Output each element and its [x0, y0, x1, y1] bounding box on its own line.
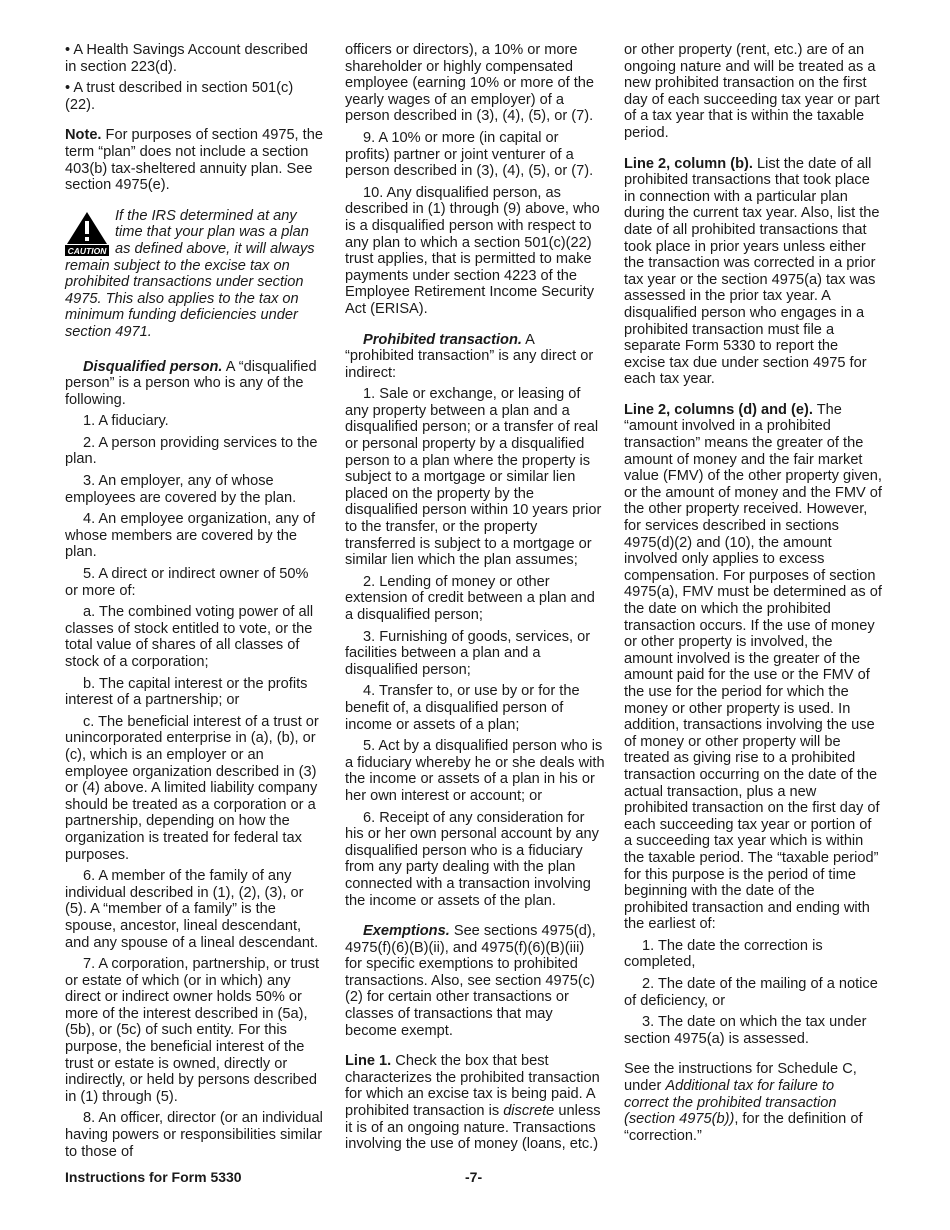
line-1-discrete: discrete — [503, 1103, 555, 1120]
prohibited-transaction-label: Prohibited transaction. — [363, 331, 522, 348]
footer-page-number: -7- — [465, 1169, 483, 1185]
dp-item-6: 6. A member of the family of any individual described in (1), (2), (3), or (5). A “member of a family” is the spouse, ancestor, lineal descendant, and any spouse of a lineal descendant. — [65, 868, 319, 951]
dp-item-7: 7. A corporation, partnership, or trust or estate of which (or in which) any direct or indirect owner holds 50% or more of the interest described in (5a), (5b), or (5c) of such entity. For this purpose, the beneficial interest of the trust or estate is owned, directly or indirectly, or held by persons described in (1) through (5). — [65, 956, 320, 1105]
note-paragraph — [65, 127, 323, 193]
line-2de-paragraph — [624, 402, 882, 933]
caution-text: If the IRS determined at any time that your plan was a plan as defined above, it will always remain subject to the excise tax on prohibited transactions under section 4975. This also applies to the tax on minimum funding deficiencies under section 4971. — [65, 207, 315, 340]
footer-form-title: Instructions for Form 5330 — [65, 1169, 242, 1185]
dp-item-5a: a. The combined voting power of all classes of stock entitled to vote, or the total value of shares of all classes of stock of a corporation; — [65, 604, 314, 670]
earliest-item-3: 3. The date on which the tax under section 4975(a) is assessed. — [624, 1014, 867, 1047]
prohibited-transaction-text: A “prohibited transaction” is any direct or indirect: — [345, 331, 594, 381]
line-1-paragraph — [345, 1053, 605, 1153]
caution-icon — [65, 210, 109, 256]
dp-item-9: 9. A 10% or more (in capital or profits) partner or joint venturer of a person described in (3), (4), (5), or (7). — [345, 129, 594, 180]
caution-icon-label: CAUTION — [67, 245, 107, 256]
see-text-b: , for the definition of “correction.” — [624, 1111, 863, 1144]
column-3 — [624, 42, 882, 1149]
line-1-text-a: Check the box that best characterizes the prohibited transaction for which an excise tax is being paid. A prohibited transaction is — [345, 1053, 600, 1120]
dp-item-3: 3. An employer, any of whose employees are covered by the plan. — [65, 473, 297, 506]
dp-item-8-continued: officers or directors), a 10% or more shareholder or highly compensated employee (earning 10% or more of the yearly wages of an employer) of a person described in (3), (4), (5), or (7). — [345, 42, 595, 125]
caution-block — [65, 208, 323, 341]
exemptions-text: See sections 4975(d), 4975(f)(6)(B)(ii), and 4975(f)(6)(B)(iii) for specific exemptions to prohibited transactions. Also, see section 4975(c)(2) for certain other transactions or classes of transactions that may become exempt. — [345, 923, 596, 1039]
dp-item-4: 4. An employee organization, any of whose members are covered by the plan. — [65, 511, 316, 561]
pt-item-3: 3. Furnishing of goods, services, or facilities between a plan and a disqualified person; — [345, 628, 591, 678]
line-2de-text: The “amount involved in a prohibited transaction” means the greater of the amount of money and the fair market value (FMV) of the other property given, or the amount of money and the FMV of the other property received. However, for services described in sections 4975(d)(2) and (10), the amount involved only applies to excess compensation. For purposes of section 4975(a), FMV must be determined as of the date on which the prohibited transaction occurs. If the use of money or other property is involved, the amount involved is the greater of the amount paid for the use or the FMV of the use for the period for which the money or other property is used. In addition, transactions involving the use of money or other property will be treated as giving rise to a prohibited transaction occurring on the date of the actual transaction, plus a new prohibited transaction on the first day of each succeeding tax year or portion of a succeeding tax year which is within the taxable period. The “taxable period” for this purpose is the period of time beginning with the date of the prohibited transaction and ending with the earliest of: — [624, 401, 882, 933]
line-1-text-b: unless it is of an ongoing nature. Transactions involving the use of money (loans, etc.) — [345, 1103, 601, 1153]
pt-item-5: 5. Act by a disqualified person who is a fiduciary whereby he or she deals with the income or assets of a plan in his or her own interest or account; or — [345, 738, 605, 804]
dp-item-5: 5. A direct or indirect owner of 50% or more of: — [65, 566, 309, 599]
line-2b-paragraph — [624, 156, 882, 388]
line-1-label: Line 1. — [345, 1053, 392, 1070]
bullet-trust: • A trust described in section 501(c)(22). — [65, 80, 294, 113]
dp-item-5c: c. The beneficial interest of a trust or unincorporated enterprise in (a), (b), or (c), which is an employer or an employee organization described in (3) or (4) above. A limited liability company should be treated as a corporation or a partnership, depending on how the organization is treated for federal tax purposes. — [65, 713, 319, 863]
see-instructions-paragraph — [624, 1061, 882, 1144]
line-2de-label: Line 2, columns (d) and (e). — [624, 401, 813, 418]
dp-item-10: 10. Any disqualified person, as described in (1) through (9) above, who is a disqualified person with respect to any plan to which a section 501(c)(22) trust applies, that is permitted to make payments under section 4223 of the Employee Retirement Income Security Act (ERISA). — [345, 184, 600, 317]
note-text: For purposes of section 4975, the term “plan” does not include a section 403(b) tax-sheltered annuity plan. See section 4975(e). — [65, 127, 323, 194]
dp-item-2: 2. A person providing services to the plan. — [65, 434, 318, 468]
line-2b-label: Line 2, column (b). — [624, 155, 753, 172]
prohibited-transaction-heading — [345, 332, 605, 382]
pt-item-6: 6. Receipt of any consideration for his or her own personal account by any disqualified person who is a fiduciary from any party dealing with the plan connected with a transaction involving the income or assets of the plan. — [345, 809, 599, 909]
dp-item-5b: b. The capital interest or the profits interest of a partnership; or — [65, 675, 308, 709]
column-1 — [65, 42, 323, 1165]
pt-item-2: 2. Lending of money or other extension of credit between a plan and a disqualified person; — [345, 573, 595, 623]
exemptions-paragraph — [345, 923, 605, 1039]
dp-item-8: 8. An officer, director (or an individual having powers or responsibilities similar to those of — [65, 1110, 323, 1160]
see-text-a: See the instructions for Schedule C, under — [624, 1061, 857, 1095]
note-label: Note. — [65, 127, 102, 144]
pt-item-1: 1. Sale or exchange, or leasing of any property between a plan and a disqualified person; or a transfer of real or personal property by a disqualified person to a plan where the property is subject to a mortgage or similar lien placed on the property by the disqualified person within 10 years prior to the transfer, or the property transferred is subject to a mortgage or similar lien which the plan assumes; — [345, 386, 602, 569]
dp-item-1: 1. A fiduciary. — [83, 413, 169, 430]
disqualified-person-text: A “disqualified person” is a person who is any of the following. — [65, 358, 317, 408]
bullet-hsa: • A Health Savings Account described in section 223(d). — [65, 42, 308, 75]
disqualified-person-label: Disqualified person. — [83, 358, 223, 375]
column-2 — [345, 42, 605, 1158]
pt-item-4: 4. Transfer to, or use by or for the benefit of, a disqualified person of income or assets of a plan; — [345, 683, 580, 733]
line-2b-text: List the date of all prohibited transactions that took place in connection with a particular plan during the current tax year. Also, list the date of all prohibited transactions that took place in prior years unless either the transaction was corrected in a prior tax year or the section 4975(a) tax was assessed in the prior tax year. A disqualified person who engages in a prohibited transaction must file a separate Form 5330 to report the excise tax due under section 4975 for each tax year. — [624, 155, 880, 388]
disqualified-person-heading — [65, 359, 323, 409]
earliest-item-2: 2. The date of the mailing of a notice of deficiency, or — [624, 976, 878, 1009]
line-1-continued: or other property (rent, etc.) are of an ongoing nature and will be treated as a new prohibited transaction on the first day of each succeeding tax year or part of a tax year that is within the taxable period. — [624, 42, 880, 141]
earliest-item-1: 1. The date the correction is completed, — [624, 937, 823, 971]
see-italic: Additional tax for failure to correct the prohibited transaction (section 4975(b)) — [624, 1078, 837, 1128]
exemptions-label: Exemptions. — [363, 923, 450, 940]
